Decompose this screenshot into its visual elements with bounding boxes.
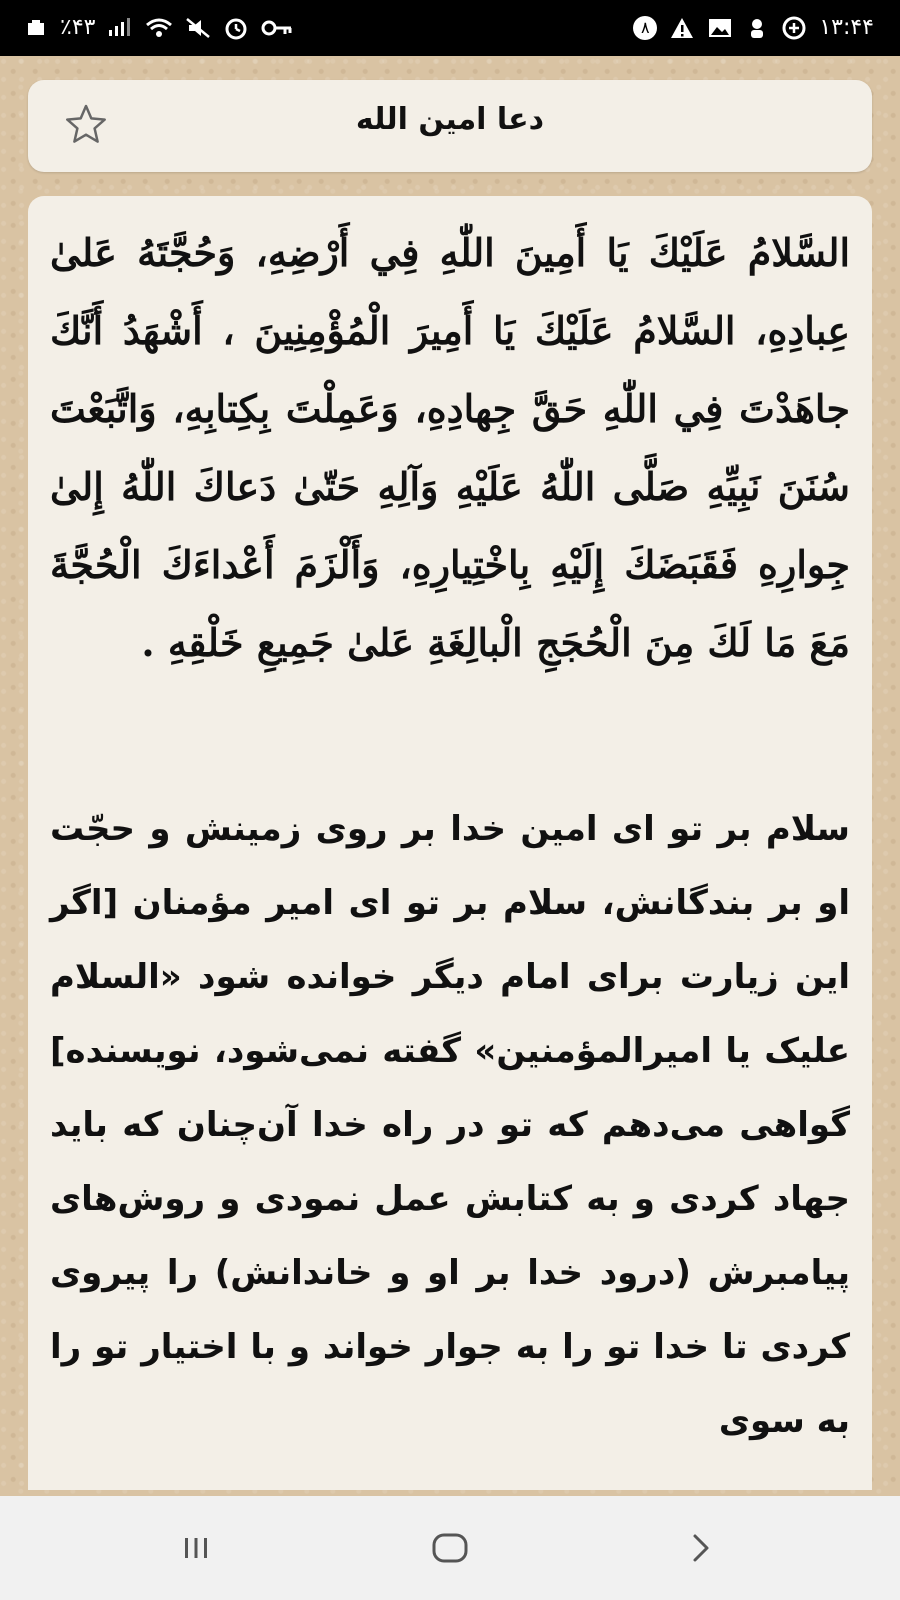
silent-icon <box>185 17 211 39</box>
arabic-prayer-text: السَّلامُ عَلَيْكَ يَا أَمِينَ اللّٰهِ فِي أَرْضِهِ، وَحُجَّتَهُ عَلىٰ عِبادِهِ، السَّلامُ عَلَيْكَ يَا أَمِيرَ الْمُؤْمِنِينَ ، أَشْهَدُ أَنَّكَ جاهَدْتَ فِي اللّٰهِ حَقَّ جِهادِهِ، وَعَمِلْتَ بِكِتابِهِ، وَاتَّبَعْتَ سُنَنَ نَبِيِّهِ صَلَّى اللّٰهُ عَلَيْهِ وَآلِهِ حَتّىٰ دَعاكَ اللّٰهُ إِلىٰ جِوارِهِ فَقَبَضَكَ إِلَيْهِ بِاخْتِيارِهِ، وَأَلْزَمَ أَعْداءَكَ الْحُجَّةَ مَعَ مَا لَكَ مِنَ الْحُجَجِ الْبالِغَةِ عَلىٰ جَمِيعِ خَلْقِهِ . <box>50 230 850 665</box>
prayer-content[interactable] <box>28 196 872 1490</box>
back-icon <box>683 1531 717 1565</box>
navigation-bar <box>0 1496 900 1600</box>
page-title: دعا امین الله <box>355 102 545 137</box>
status-bar <box>0 0 900 56</box>
data-saver-icon <box>781 15 807 41</box>
signal-icon <box>107 18 133 38</box>
title-bar <box>28 80 872 172</box>
persian-translation-text: سلام بر تو ای امین خدا بر روی زمینش و حجّت او بر بندگانش، سلام بر تو ای امیر مؤمنان [اگر این زیارت برای امام دیگر خوانده شود «السلام علیک یا امیرالمؤمنین» گفته نمی‌شود، نویسنده] گواهی می‌دهم که تو در راه خدا آن‌چنان که باید جهاد کردی و به کتابش عمل نمودی و روش‌های پیامبرش (درود خدا بر او و خاندانش) را پیروی کردی تا خدا تو را به جوار خواند و با اختیار تو را به سوی <box>50 809 850 1441</box>
alarm-icon <box>223 16 249 40</box>
recents-icon <box>176 1533 216 1563</box>
back-button[interactable] <box>670 1520 730 1576</box>
app-notification-icon <box>745 16 769 40</box>
status-bar-left <box>26 16 293 40</box>
battery-icon <box>26 19 48 37</box>
home-icon <box>428 1531 472 1565</box>
notification-count-badge: ۸ <box>633 16 657 40</box>
warning-icon <box>669 16 695 40</box>
wifi-icon <box>145 17 173 39</box>
recents-button[interactable] <box>166 1520 226 1576</box>
battery-percent: ٪۴۳ <box>60 15 96 40</box>
key-icon <box>261 19 293 37</box>
status-bar-right <box>633 15 874 41</box>
status-time: ۱۳:۴۴ <box>819 15 874 40</box>
prayer-text-container <box>28 196 872 1458</box>
home-button[interactable] <box>420 1520 480 1576</box>
gallery-icon <box>707 17 733 39</box>
